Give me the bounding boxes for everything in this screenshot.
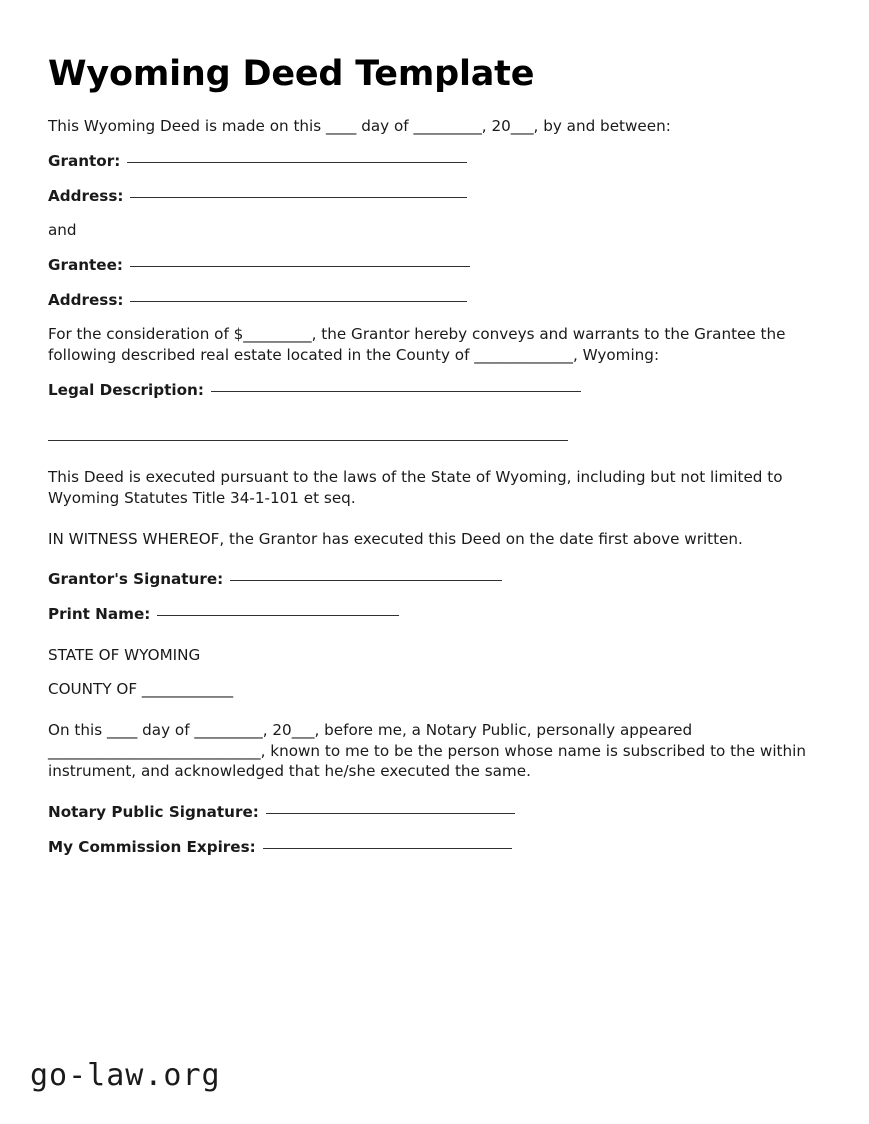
- notary-signature-label: Notary Public Signature:: [48, 802, 259, 821]
- grantor-signature-input-line[interactable]: [230, 580, 502, 581]
- statutes-paragraph: This Deed is executed pursuant to the laws of the State of Wyoming, including but not limited to Wyoming Statutes Title 34-1-101 et seq.: [48, 468, 783, 507]
- conjunction-and: and: [48, 221, 77, 240]
- section-gap-statutes: [48, 455, 808, 467]
- legal-description-field: [48, 380, 808, 401]
- print-name-input-line[interactable]: [157, 615, 399, 616]
- grantor-input-line[interactable]: [127, 162, 467, 163]
- grantor-label: Grantor:: [48, 151, 121, 170]
- intro-paragraph: This Wyoming Deed is made on this ____ day of _________, 20___, by and between:: [48, 117, 671, 136]
- grantor-address-field: [48, 186, 808, 207]
- grantee-input-line[interactable]: [130, 266, 470, 267]
- print-name-field: [48, 604, 808, 625]
- site-watermark: go-law.org: [30, 1058, 221, 1093]
- consideration-paragraph: For the consideration of $_________, the Grantor hereby conveys and warrants to the Grantee the following described real estate located in the County of _____________, Wyoming:: [48, 325, 786, 364]
- commission-expires-input-line[interactable]: [263, 848, 512, 849]
- print-name-label: Print Name:: [48, 604, 151, 623]
- state-line: STATE OF WYOMING: [48, 645, 201, 664]
- commission-expires-field: [48, 837, 808, 858]
- legal-description-input-line[interactable]: [211, 391, 581, 392]
- legal-description-label: Legal Description:: [48, 380, 204, 399]
- legal-description-continuation-line[interactable]: [48, 440, 568, 441]
- grantor-address-label: Address:: [48, 186, 124, 205]
- legal-description-gap: [48, 414, 808, 440]
- notary-signature-input-line[interactable]: [266, 813, 515, 814]
- grantee-address-input-line[interactable]: [130, 301, 467, 302]
- page-title: Wyoming Deed Template: [48, 54, 535, 94]
- notary-acknowledgment-paragraph: On this ____ day of _________, 20___, before me, a Notary Public, personally appeared ____________________________, known to me to be the person whose name is subscribed to the within instrument, and acknowledged that he/she executed the same.: [48, 720, 806, 781]
- notary-signature-field: [48, 802, 808, 823]
- commission-expires-label: My Commission Expires:: [48, 837, 256, 856]
- grantee-label: Grantee:: [48, 255, 123, 274]
- county-line: COUNTY OF ____________: [48, 680, 234, 699]
- grantor-signature-label: Grantor's Signature:: [48, 570, 224, 589]
- grantor-signature-field: [48, 569, 808, 590]
- grantor-field: [48, 151, 808, 172]
- grantee-address-field: [48, 290, 808, 311]
- grantee-field: [48, 255, 808, 276]
- grantee-address-label: Address:: [48, 290, 124, 309]
- document-body: [48, 55, 808, 871]
- witness-paragraph: IN WITNESS WHEREOF, the Grantor has executed this Deed on the date first above written.: [48, 529, 743, 548]
- grantor-address-input-line[interactable]: [130, 197, 467, 198]
